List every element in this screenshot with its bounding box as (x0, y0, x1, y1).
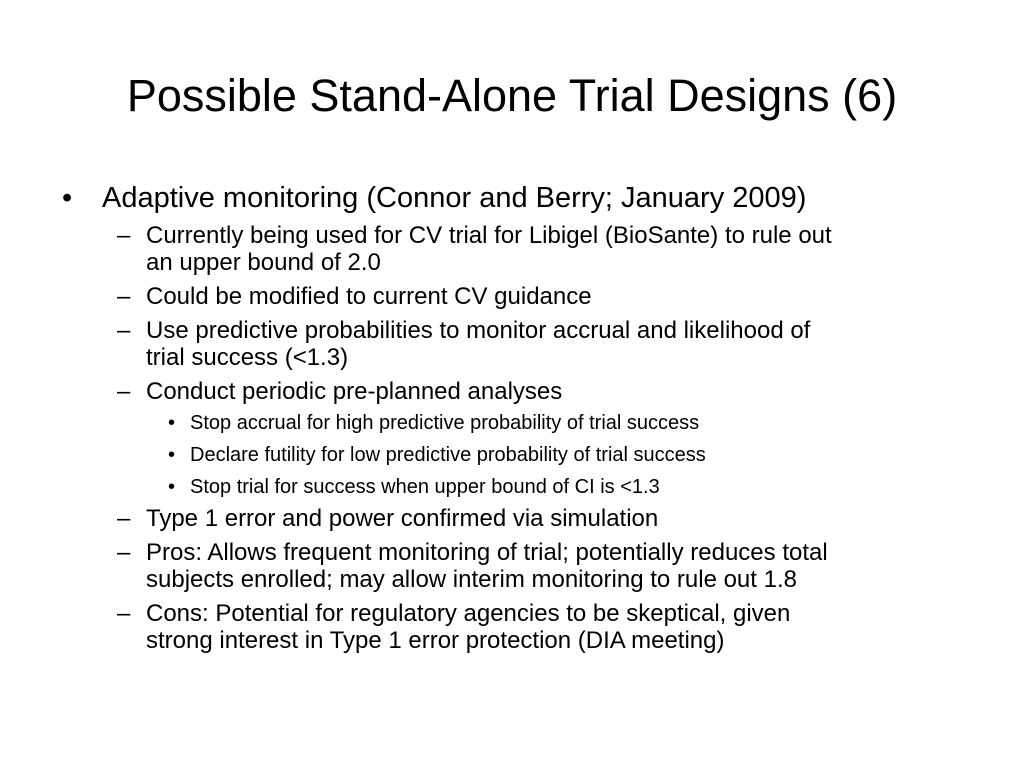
dash-glyph: – (117, 283, 131, 310)
sub-bullet-line: Could be modified to current CV guidance (146, 283, 592, 310)
dash-glyph: – (117, 600, 131, 627)
sub-sub-bullet-text: Stop trial for success when upper bound of CI is <1.3 (190, 476, 660, 498)
sub-sub-bullet-text: Declare futility for low predictive probability of trial success (190, 444, 706, 466)
sub-bullet-line: Currently being used for CV trial for Libigel (BioSante) to rule out (146, 222, 832, 249)
sub-bullet-line: Pros: Allows frequent monitoring of trial; potentially reduces total (146, 539, 828, 566)
sub-bullet-line: trial success (<1.3) (146, 344, 349, 371)
sub-bullet-line: Use predictive probabilities to monitor accrual and likelihood of (146, 317, 811, 344)
bullet-glyph: • (62, 182, 73, 214)
dash-glyph: – (117, 505, 131, 532)
bullet-glyph: • (168, 444, 176, 466)
sub-bullet-line: an upper bound of 2.0 (146, 249, 381, 276)
bullet-glyph: • (168, 412, 176, 434)
dash-glyph: – (117, 222, 131, 249)
sub-sub-bullet-text: Stop accrual for high predictive probability of trial success (190, 412, 700, 434)
slide-title: Possible Stand-Alone Trial Designs (6) (126, 70, 898, 121)
dash-glyph: – (117, 378, 131, 405)
sub-bullet-line: subjects enrolled; may allow interim monitoring to rule out 1.8 (146, 566, 797, 593)
sub-bullet-line: Type 1 error and power confirmed via simulation (146, 505, 659, 532)
sub-bullet-line: Cons: Potential for regulatory agencies to be skeptical, given (146, 600, 791, 627)
main-bullet-text: Adaptive monitoring (Connor and Berry; January 2009) (102, 182, 807, 214)
dash-glyph: – (117, 317, 131, 344)
bullet-glyph: • (168, 476, 176, 498)
dash-glyph: – (117, 539, 131, 566)
sub-bullet-line: Conduct periodic pre-planned analyses (146, 378, 563, 405)
sub-bullet-line: strong interest in Type 1 error protection (DIA meeting) (146, 627, 725, 654)
